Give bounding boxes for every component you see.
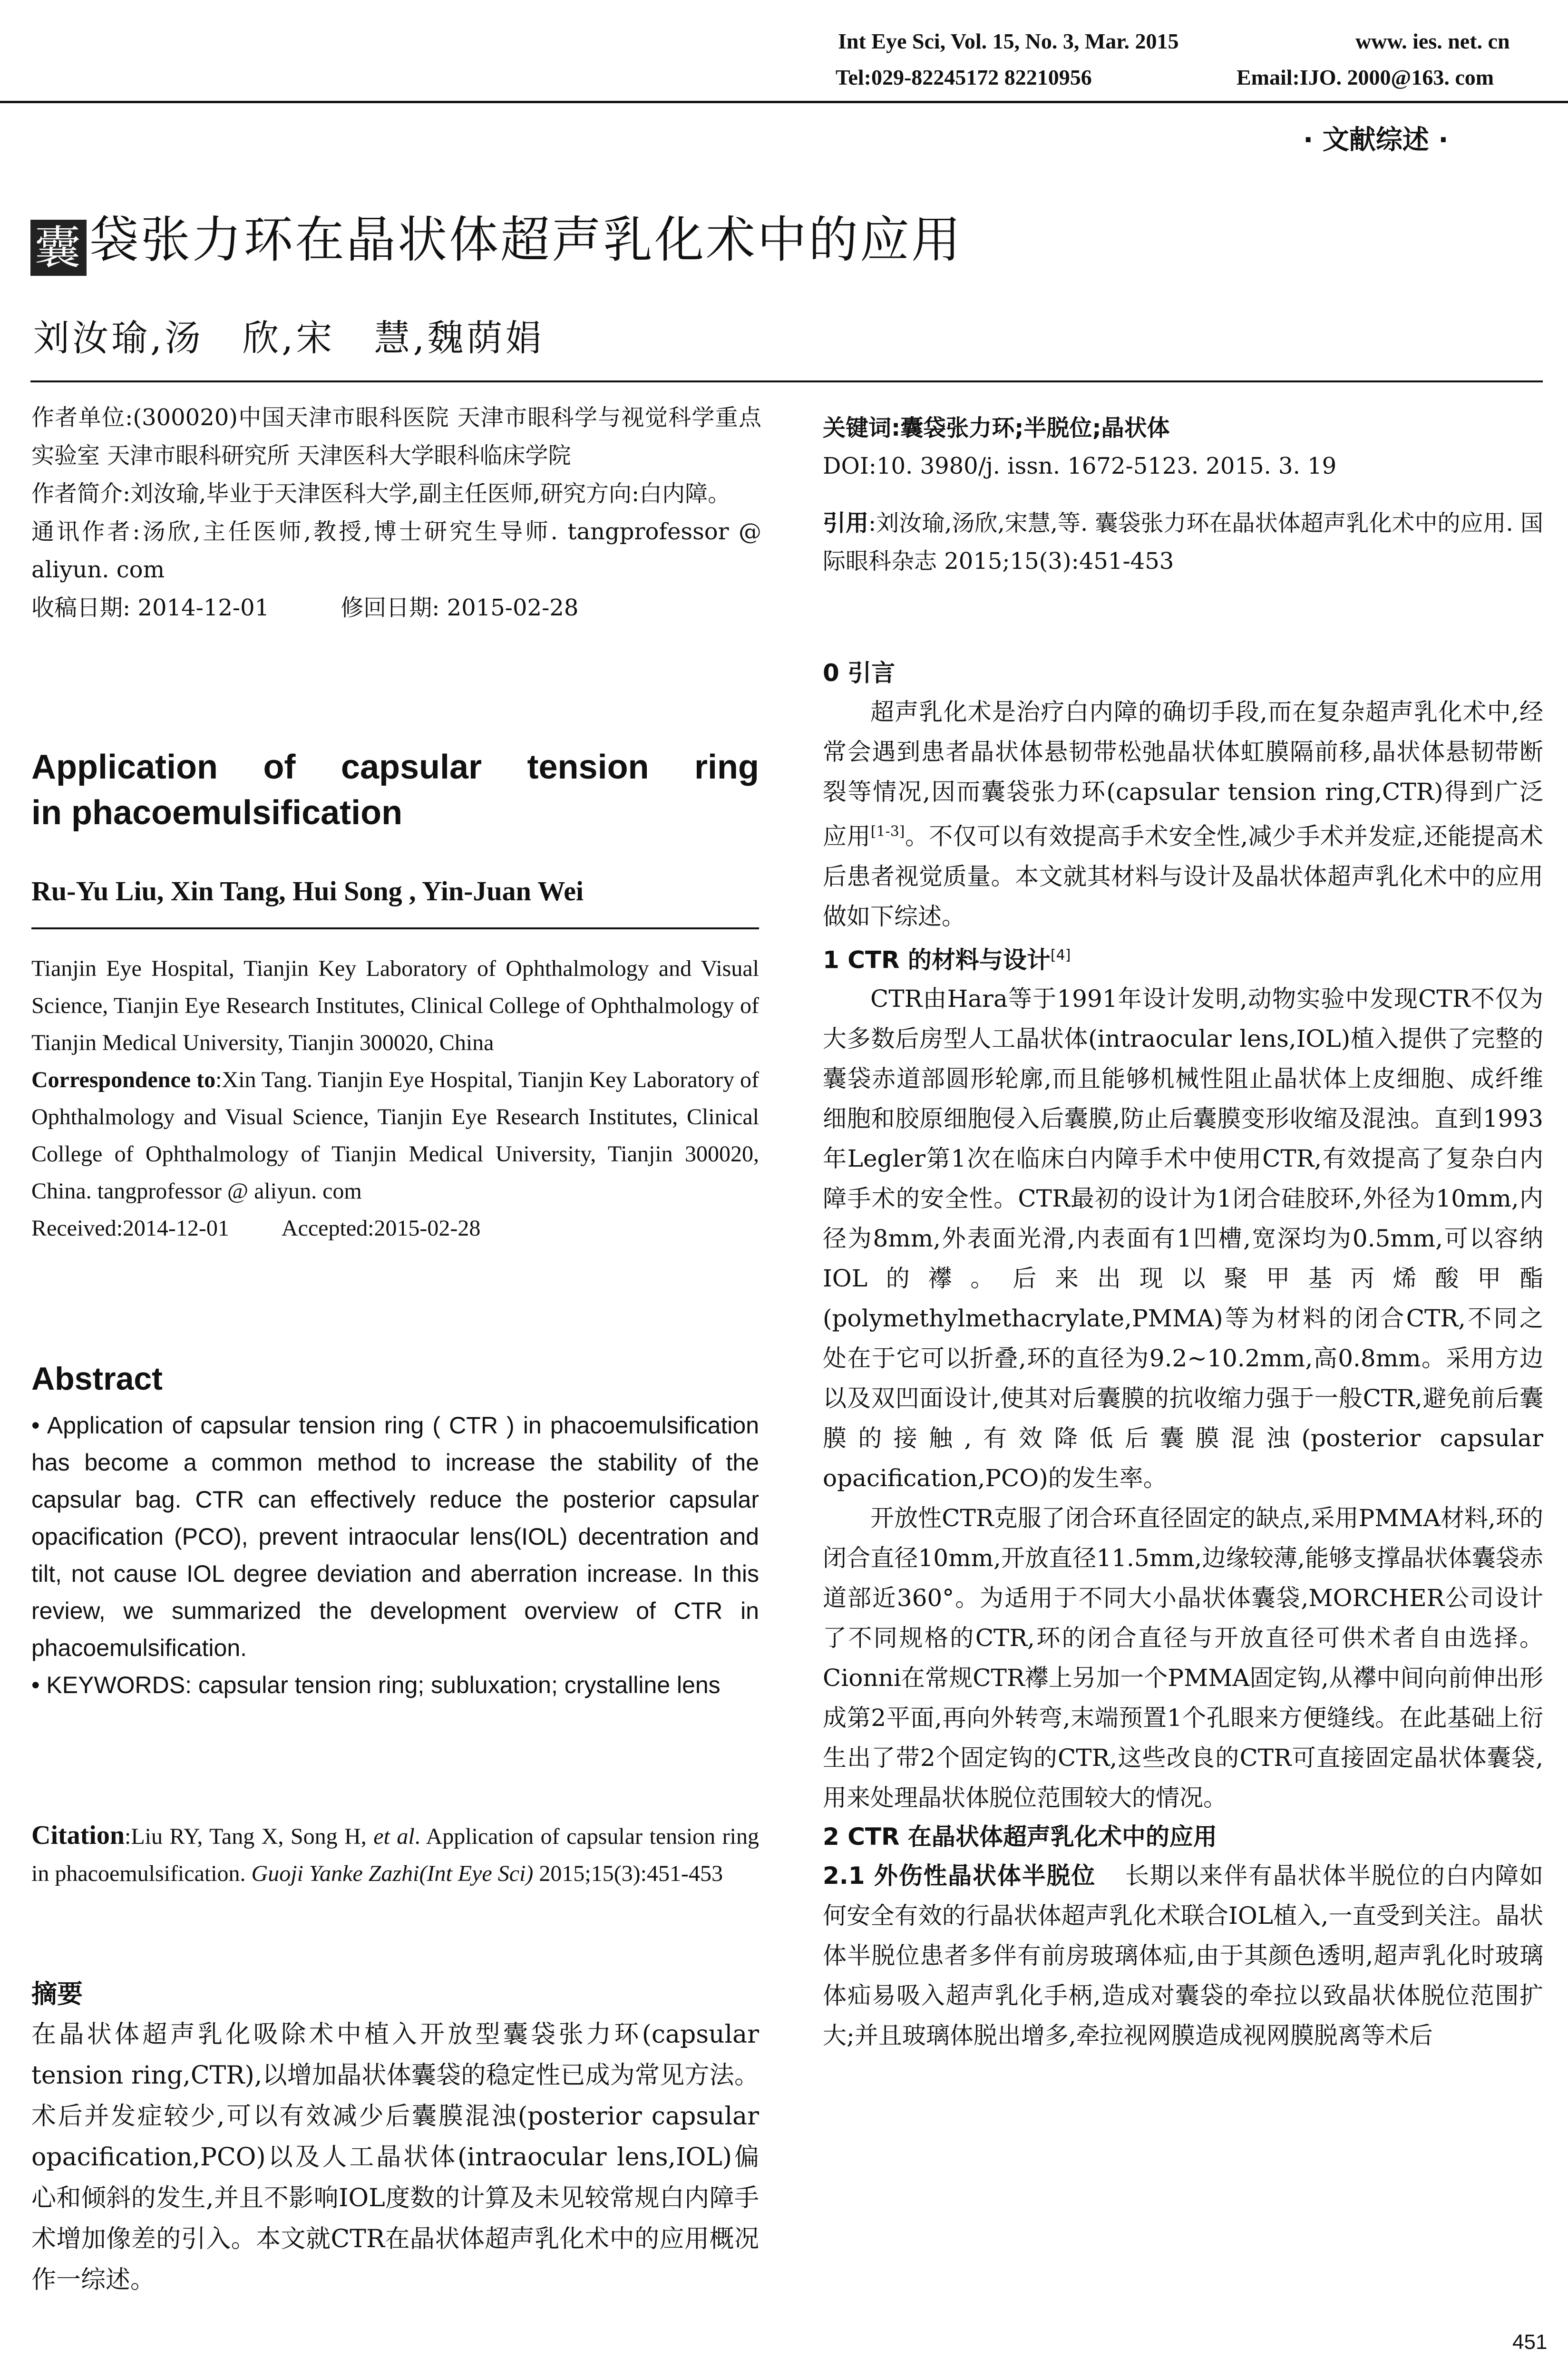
english-authors: Ru-Yu Liu, Xin Tang, Hui Song , Yin-Juan Wei bbox=[31, 876, 584, 906]
title-rule bbox=[30, 380, 1543, 382]
bio-cn: 作者简介:刘汝瑜,毕业于天津医科大学,副主任医师,研究方向:白内障。 bbox=[31, 480, 731, 507]
authors-cn: 刘汝瑜,汤 欣,宋 慧,魏荫娟 bbox=[33, 317, 545, 359]
english-title bbox=[31, 744, 759, 836]
article-title bbox=[30, 200, 963, 276]
dates-cn: 收稿日期: 2014-12-01 修回日期: 2015-02-28 bbox=[31, 594, 579, 621]
cn-abstract-body: 在晶状体超声乳化吸除术中植入开放型囊袋张力环(capsular tension ring,CTR),以增加晶状体囊袋的稳定性已成为常见方法。术后并发症较少,可以有效减少后囊膜混浊(posterior capsular opacification,PCO)以及人工晶状体(intraocular lens,IOL)偏心和倾斜的发生,并且不影响IOL度数的计算及未见较常规白内障手术增加像差的引入。本文就CTR在晶状体超声乳化术中的应用概况作一综述。 bbox=[31, 2020, 759, 2294]
keywords-cn: 关键词:囊袋张力环;半脱位;晶状体 bbox=[823, 415, 1170, 441]
section-2-title: 2 CTR 在晶状体超声乳化术中的应用 bbox=[823, 1823, 1217, 1851]
title-drop-char: 囊 bbox=[30, 220, 87, 276]
journal-email: Email:IJO. 2000@163. com bbox=[1237, 65, 1494, 89]
cn-abstract-heading: 摘要 bbox=[31, 1979, 83, 2009]
affiliation-cn: 作者单位:(300020)中国天津市眼科医院 天津市眼科学与视觉科学重点实验室 天津市眼科研究所 天津医科大学眼科临床学院 bbox=[31, 404, 761, 469]
author-rule bbox=[31, 927, 759, 929]
journal-website: www. ies. net. cn bbox=[1355, 29, 1510, 53]
corresponding-cn: 通讯作者:汤欣,主任医师,教授,博士研究生导师. tangprofessor @ aliyun. com bbox=[31, 518, 761, 583]
left-column bbox=[31, 399, 761, 627]
journal-info: Int Eye Sci, Vol. 15, No. 3, Mar. 2015 bbox=[838, 29, 1179, 53]
page-number: 451 bbox=[1512, 2330, 1548, 2354]
section-1-text bbox=[823, 979, 1543, 1818]
english-title-line-2: in phacoemulsification bbox=[31, 794, 403, 832]
journal-tel: Tel:029-82245172 82210956 bbox=[836, 65, 1092, 89]
english-title-line-1: Application of capsular tension ring bbox=[31, 748, 759, 786]
abstract-body bbox=[31, 1407, 759, 1704]
right-meta bbox=[823, 409, 1543, 580]
english-dates: Received:2014-12-01 Accepted:2015-02-28 bbox=[31, 1216, 481, 1241]
cite-cn: 引用:刘汝瑜,汤欣,宋慧,等. 囊袋张力环在晶状体超声乳化术中的应用. 国际眼科杂志 2015;15(3):451-453 bbox=[823, 510, 1543, 575]
correspondence: Correspondence to:Xin Tang. Tianjin Eye Hospital, Tianjin Key Laboratory of Ophthalmology and Visual Science, Tianjin Eye Research Institutes, Clinical College of Ophthalmology of Tianjin Medical University, Tianjin 300020, China. tangprofessor @ aliyun. com bbox=[31, 1067, 759, 1204]
abstract-heading: Abstract bbox=[31, 1361, 163, 1397]
section-0-title: 0 引言 bbox=[823, 659, 896, 687]
section-1-para-1: CTR由Hara等于1991年设计发明,动物实验中发现CTR不仅为大多数后房型人工晶状体(intraocular lens,IOL)植入提供了完整的囊袋赤道部圆形轮廓,而且能够机械性阻止晶状体上皮细胞、成纤维细胞和胶原细胞侵入后囊膜,防止后囊膜变形收缩及混浊。直到1993年Legler第1次在临床白内障手术中使用CTR,有效提高了复杂白内障手术的安全性。CTR最初的设计为1闭合硅胶环,外径为10mm,内径为8mm,外表面光滑,内表面有1凹槽,宽深均为0.5mm,可以容纳IOL的襻。后来出现以聚甲基丙烯酸甲酯(polymethylmethacrylate,PMMA)等为材料的闭合CTR,不同之处在于它可以折叠,环的直径为9.2~10.2mm,高0.8mm。采用方边以及双凹面设计,使其对后囊膜的抗收缩力强于一般CTR,避免前后囊膜的接触,有效降低后囊膜混浊(posterior capsular opacification,PCO)的发生率。 bbox=[823, 985, 1543, 1492]
abstract-keywords: • KEYWORDS: capsular tension ring; subluxation; crystalline lens bbox=[31, 1672, 721, 1698]
abstract-text: • Application of capsular tension ring ( CTR ) in phacoemulsification has become a common method to increase the stability of the capsular bag. CTR can effectively reduce the posterior capsular opacification (PCO), prevent intraocular lens(IOL) decentration and tilt, not cause IOL degree deviation and aberration increase. In this review, we summarized the development overview of CTR in phacoemulsification. bbox=[31, 1412, 759, 1661]
article-body bbox=[823, 654, 1543, 2056]
section-label: · 文献综述 · bbox=[1303, 125, 1449, 156]
section-0-text: 超声乳化术是治疗白内障的确切手段,而在复杂超声乳化术中,经常会遇到患者晶状体悬韧带松弛晶状体虹膜隔前移,晶状体悬韧带断裂等情况,因而囊袋张力环(capsular tension ring,CTR)得到广泛应用[1-3]。不仅可以有效提高手术安全性,减少手术并发症,还能提高术后患者视觉质量。本文就其材料与设计及晶状体超声乳化术中的应用做如下综述。 bbox=[823, 698, 1543, 930]
english-affiliation: Tianjin Eye Hospital, Tianjin Key Laboratory of Ophthalmology and Visual Science, Tianjin Eye Research Institutes, Clinical College of Ophthalmology of Tianjin Medical University, Tianjin 300020, China bbox=[31, 956, 759, 1055]
section-1-para-2: 开放性CTR克服了闭合环直径固定的缺点,采用PMMA材料,环的闭合直径10mm,开放直径11.5mm,边缘较薄,能够支撑晶状体囊袋赤道部近360°。为适用于不同大小晶状体囊袋,MORCHER公司设计了不同规格的CTR,环的闭合直径与开放直径可供术者自由选择。Cionni在常规CTR襻上另加一个PMMA固定钩,从襻中间向前伸出形成第2平面,再向外转弯,末端预置1个孔眼来方便缝线。在此基础上衍生出了带2个固定钩的CTR,这些改良的CTR可直接固定晶状体囊袋,用来处理晶状体脱位范围较大的情况。 bbox=[823, 1504, 1543, 1812]
section-1-title: 1 CTR 的材料与设计[4] bbox=[823, 946, 1071, 974]
doi: DOI:10. 3980/j. issn. 1672-5123. 2015. 3. 19 bbox=[823, 453, 1337, 479]
header-rule bbox=[0, 101, 1568, 103]
title-text: 袋张力环在晶状体超声乳化术中的应用 bbox=[89, 211, 963, 269]
citation: Citation:Liu RY, Tang X, Song H, et al. Application of capsular tension ring in phacoemulsification. Guoji Yanke Zazhi(Int Eye Sci) 2015;15(3):451-453 bbox=[31, 1821, 759, 1886]
english-meta bbox=[31, 950, 759, 1247]
section-2-1-text: 2.1 外伤性晶状体半脱位 长期以来伴有晶状体半脱位的白内障如何安全有效的行晶状体超声乳化术联合IOL植入,一直受到关注。晶状体半脱位患者多伴有前房玻璃体疝,由于其颜色透明,超声乳化时玻璃体疝易吸入超声乳化手柄,造成对囊袋的牵拉以致晶状体脱位范围扩大;并且玻璃体脱出增多,牵拉视网膜造成视网膜脱离等术后 bbox=[823, 1862, 1544, 2050]
